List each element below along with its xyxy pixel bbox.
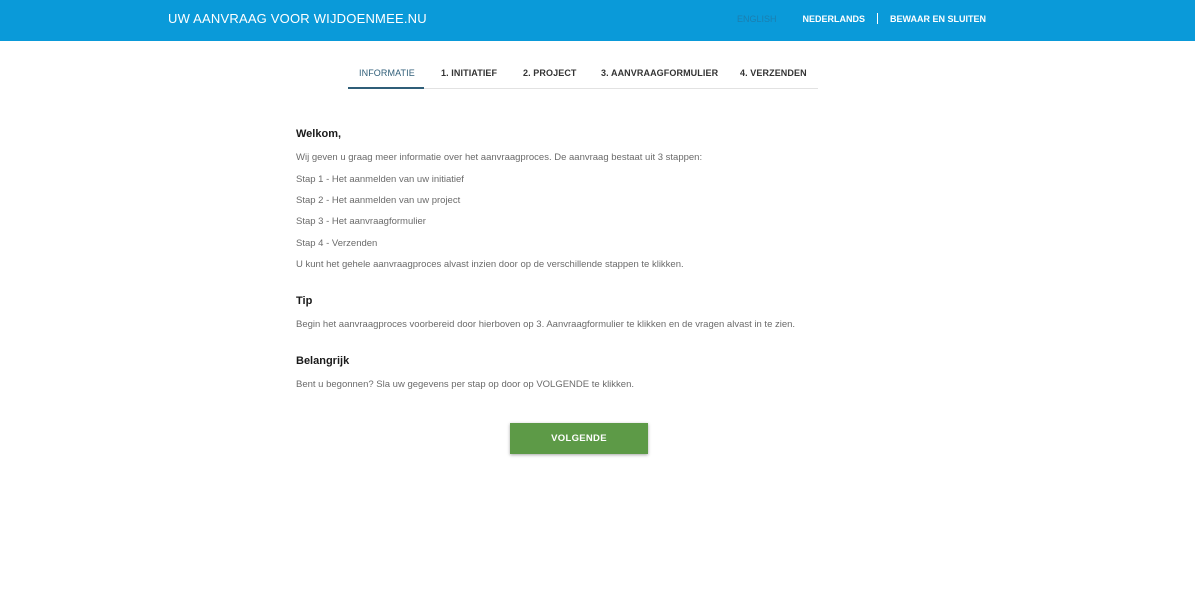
next-button[interactable]: VOLGENDE (510, 423, 648, 454)
welcome-intro-text: Wij geven u graag meer informatie over het aanvraagproces. De aanvraag bestaat uit 3 stappen: (296, 152, 703, 163)
important-text: Bent u begonnen? Sla uw gegevens per stap op door op VOLGENDE te klikken. (296, 379, 634, 390)
important-heading: Belangrijk (296, 355, 350, 367)
save-and-close-link[interactable]: BEWAAR EN SLUITEN (890, 13, 987, 24)
welcome-outro-text: U kunt het gehele aanvraagproces alvast inzien door op de verschillende stappen te klikken. (296, 259, 684, 270)
tab-informatie[interactable]: INFORMATIE (359, 68, 415, 78)
tab-project[interactable]: 2. PROJECT (523, 68, 577, 78)
tab-verzenden[interactable]: 4. VERZENDEN (740, 68, 807, 78)
language-english-link[interactable]: ENGLISH (737, 13, 777, 24)
language-nederlands-link[interactable]: NEDERLANDS (802, 13, 866, 24)
tip-text: Begin het aanvraagproces voorbereid door hierboven op 3. Aanvraagformulier te klikken en de vragen alvast in te zien. (296, 319, 796, 330)
welcome-heading: Welkom, (296, 128, 342, 140)
tip-heading: Tip (296, 295, 313, 307)
header-bar (0, 0, 1195, 41)
step-2-text: Stap 2 - Het aanmelden van uw project (296, 195, 461, 206)
tab-aanvraagformulier[interactable]: 3. AANVRAAGFORMULIER (601, 68, 719, 78)
app-title: UW AANVRAAG VOOR WIJDOENMEE.NU (168, 11, 427, 26)
step-4-text: Stap 4 - Verzenden (296, 238, 378, 249)
header-nav (737, 13, 986, 24)
nav-divider (877, 13, 878, 24)
active-tab-indicator (348, 87, 424, 89)
step-1-text: Stap 1 - Het aanmelden van uw initiatief (296, 174, 464, 185)
step-tabs (348, 58, 818, 89)
step-3-text: Stap 3 - Het aanvraagformulier (296, 216, 426, 227)
tab-initiatief[interactable]: 1. INITIATIEF (441, 68, 498, 78)
